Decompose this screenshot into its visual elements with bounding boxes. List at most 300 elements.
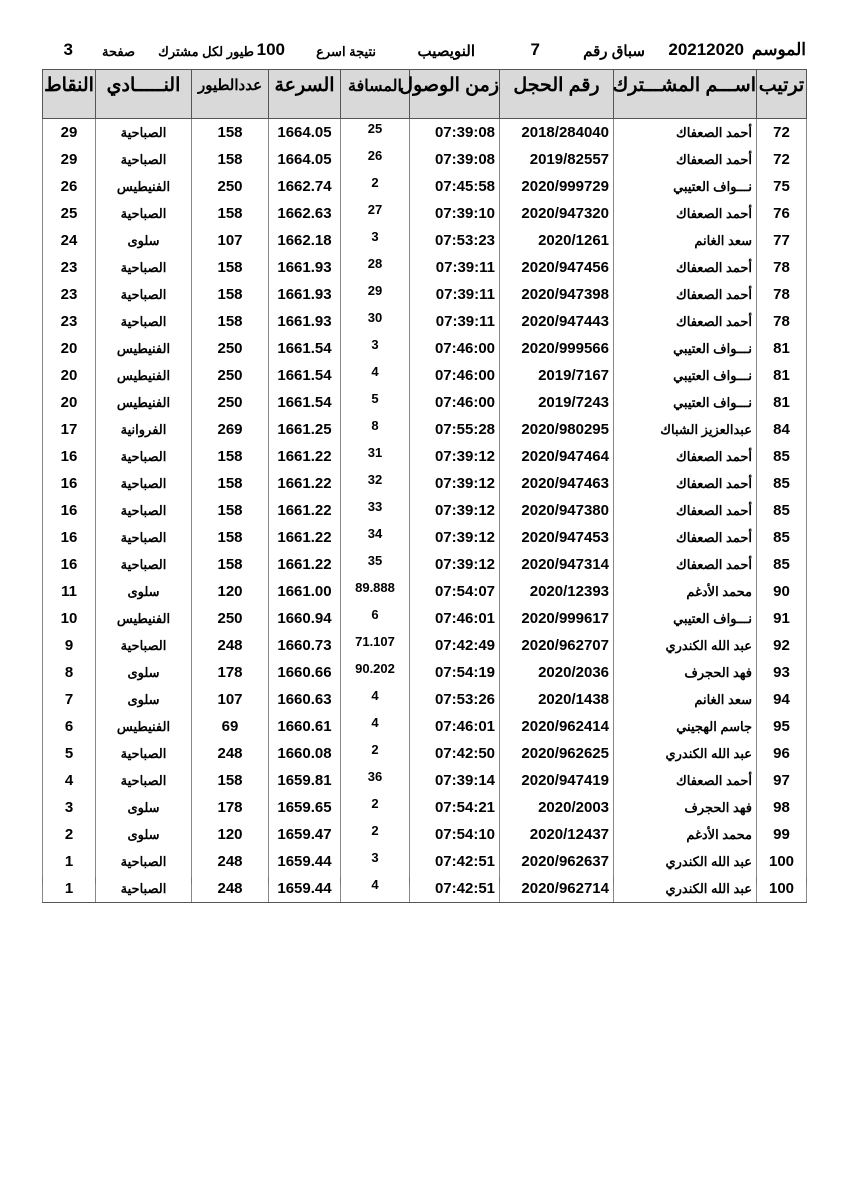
arrival-time-cell: 07:39:12: [410, 524, 500, 551]
rank-cell: 98: [757, 794, 807, 821]
speed-cell: 1661.00: [269, 578, 341, 605]
points-cell: 5: [43, 740, 96, 767]
page-number: 3: [63, 40, 73, 59]
rank-cell: 85: [757, 497, 807, 524]
points-cell: 7: [43, 686, 96, 713]
col-speed: السرعة: [269, 70, 341, 119]
club-cell: الفنيطيس: [96, 335, 192, 362]
participant-cell: أحمد الصعفاك: [614, 551, 757, 578]
speed-cell: 1660.08: [269, 740, 341, 767]
speed-cell: 1664.05: [269, 119, 341, 147]
rank-cell: 81: [757, 362, 807, 389]
rank-cell: 85: [757, 551, 807, 578]
points-cell: 10: [43, 605, 96, 632]
arrival-time-cell: 07:45:58: [410, 173, 500, 200]
distance-cell: 2: [341, 821, 410, 848]
distance-cell: 90.202: [341, 659, 410, 686]
rank-cell: 100: [757, 848, 807, 875]
ring-cell: 2020/947320: [500, 200, 614, 227]
arrival-time-cell: 07:53:23: [410, 227, 500, 254]
speed-cell: 1661.54: [269, 389, 341, 416]
speed-cell: 1662.63: [269, 200, 341, 227]
bird-count-cell: 158: [192, 524, 269, 551]
bird-count-cell: 248: [192, 875, 269, 903]
distance-cell: 33: [341, 497, 410, 524]
tick: [613, 877, 614, 884]
club-cell: الصباحية: [96, 281, 192, 308]
tick: [499, 877, 500, 884]
ring-cell: 2020/1261: [500, 227, 614, 254]
points-cell: 16: [43, 524, 96, 551]
table-row: [43, 740, 807, 767]
points-cell: 16: [43, 551, 96, 578]
club-cell: الفنيطيس: [96, 389, 192, 416]
ring-cell: 2020/980295: [500, 416, 614, 443]
arrival-time-cell: 07:42:49: [410, 632, 500, 659]
distance-cell: 34: [341, 524, 410, 551]
table-row: [43, 821, 807, 848]
rank-cell: 85: [757, 524, 807, 551]
distance-cell: 27: [341, 200, 410, 227]
bird-count-cell: 120: [192, 821, 269, 848]
bird-count-cell: 269: [192, 416, 269, 443]
bird-count-cell: 158: [192, 767, 269, 794]
arrival-time-cell: 07:54:19: [410, 659, 500, 686]
bird-count-cell: 250: [192, 605, 269, 632]
arrival-time-cell: 07:46:00: [410, 362, 500, 389]
points-cell: 25: [43, 200, 96, 227]
points-cell: 20: [43, 335, 96, 362]
distance-cell: 4: [341, 362, 410, 389]
col-points: النقاط: [43, 70, 96, 119]
bird-count-cell: 158: [192, 551, 269, 578]
season-value: 20212020: [668, 40, 744, 59]
footer-ticks: [0, 877, 848, 885]
participant-cell: أحمد الصعفاك: [614, 146, 757, 173]
club-cell: الصباحية: [96, 146, 192, 173]
arrival-time-cell: 07:54:10: [410, 821, 500, 848]
participant-cell: عبد الله الكندري: [614, 848, 757, 875]
participant-cell: عبد الله الكندري: [614, 632, 757, 659]
speed-cell: 1661.22: [269, 497, 341, 524]
col-ring: رقم الحجل: [500, 70, 614, 119]
table-row: [43, 497, 807, 524]
participant-cell: أحمد الصعفاك: [614, 443, 757, 470]
ring-cell: 2020/999566: [500, 335, 614, 362]
rank-cell: 85: [757, 443, 807, 470]
arrival-time-cell: 07:39:12: [410, 470, 500, 497]
ring-cell: 2020/947314: [500, 551, 614, 578]
rank-cell: 94: [757, 686, 807, 713]
arrival-time-cell: 07:54:21: [410, 794, 500, 821]
arrival-time-cell: 07:54:07: [410, 578, 500, 605]
points-cell: 17: [43, 416, 96, 443]
tick: [268, 877, 269, 884]
table-row: [43, 659, 807, 686]
points-cell: 16: [43, 470, 96, 497]
bird-count-cell: 248: [192, 740, 269, 767]
participant-cell: فهد الحجرف: [614, 659, 757, 686]
arrival-time-cell: 07:39:08: [410, 146, 500, 173]
table-row: [43, 524, 807, 551]
distance-cell: 29: [341, 281, 410, 308]
speed-cell: 1660.61: [269, 713, 341, 740]
table-row: [43, 362, 807, 389]
speed-cell: 1661.93: [269, 308, 341, 335]
ring-cell: 2019/82557: [500, 146, 614, 173]
speed-cell: 1661.22: [269, 551, 341, 578]
arrival-time-cell: 07:39:11: [410, 254, 500, 281]
table-body: [43, 119, 807, 903]
table-row: [43, 173, 807, 200]
speed-cell: 1659.47: [269, 821, 341, 848]
bird-count-cell: 248: [192, 848, 269, 875]
club-cell: الفنيطيس: [96, 173, 192, 200]
ring-cell: 2020/947380: [500, 497, 614, 524]
rank-cell: 93: [757, 659, 807, 686]
ring-cell: 2020/962637: [500, 848, 614, 875]
bird-count-cell: 158: [192, 200, 269, 227]
club-cell: الصباحية: [96, 848, 192, 875]
speed-cell: 1659.44: [269, 848, 341, 875]
ring-cell: 2020/947453: [500, 524, 614, 551]
club-cell: الصباحية: [96, 200, 192, 227]
bird-count-cell: 158: [192, 146, 269, 173]
speed-cell: 1660.73: [269, 632, 341, 659]
col-rank: ترتيب: [757, 70, 807, 119]
rank-cell: 72: [757, 119, 807, 147]
club-cell: الصباحية: [96, 119, 192, 147]
table-row: [43, 767, 807, 794]
rank-cell: 75: [757, 173, 807, 200]
speed-cell: 1664.05: [269, 146, 341, 173]
points-cell: 23: [43, 254, 96, 281]
club-cell: الصباحية: [96, 254, 192, 281]
speed-cell: 1660.94: [269, 605, 341, 632]
rank-cell: 78: [757, 254, 807, 281]
club-cell: سلوى: [96, 578, 192, 605]
rank-cell: 97: [757, 767, 807, 794]
table-row: [43, 713, 807, 740]
bird-count-cell: 248: [192, 632, 269, 659]
rank-cell: 76: [757, 200, 807, 227]
bird-count-cell: 158: [192, 470, 269, 497]
bird-count-cell: 120: [192, 578, 269, 605]
points-cell: 26: [43, 173, 96, 200]
speed-cell: 1662.18: [269, 227, 341, 254]
tick: [191, 877, 192, 884]
distance-cell: 35: [341, 551, 410, 578]
rank-cell: 96: [757, 740, 807, 767]
distance-cell: 6: [341, 605, 410, 632]
participant-cell: عبد الله الكندري: [614, 740, 757, 767]
speed-cell: 1661.25: [269, 416, 341, 443]
points-cell: 16: [43, 497, 96, 524]
table-header-row: [43, 70, 807, 119]
ring-cell: 2020/947464: [500, 443, 614, 470]
bird-count-cell: 250: [192, 389, 269, 416]
speed-cell: 1661.54: [269, 362, 341, 389]
ring-cell: 2020/947419: [500, 767, 614, 794]
race-number: 7: [530, 40, 540, 59]
distance-cell: 2: [341, 173, 410, 200]
rank-cell: 72: [757, 146, 807, 173]
table-row: [43, 146, 807, 173]
arrival-time-cell: 07:39:12: [410, 497, 500, 524]
club-cell: الصباحية: [96, 443, 192, 470]
bird-count-cell: 158: [192, 497, 269, 524]
club-cell: الصباحية: [96, 308, 192, 335]
club-cell: الفنيطيس: [96, 713, 192, 740]
arrival-time-cell: 07:42:50: [410, 740, 500, 767]
arrival-time-cell: 07:46:01: [410, 605, 500, 632]
points-cell: 16: [43, 443, 96, 470]
club-cell: الصباحية: [96, 524, 192, 551]
club-cell: سلوى: [96, 686, 192, 713]
club-cell: سلوى: [96, 227, 192, 254]
bird-count-cell: 158: [192, 281, 269, 308]
col-arrival-time: زمن الوصول: [410, 70, 500, 119]
points-cell: 4: [43, 767, 96, 794]
bird-count-cell: 178: [192, 659, 269, 686]
table-row: [43, 227, 807, 254]
points-cell: 11: [43, 578, 96, 605]
arrival-time-cell: 07:39:11: [410, 308, 500, 335]
club-cell: الصباحية: [96, 740, 192, 767]
participant-cell: عبد الله الكندري: [614, 875, 757, 903]
distance-cell: 3: [341, 227, 410, 254]
rank-cell: 81: [757, 389, 807, 416]
points-cell: 20: [43, 389, 96, 416]
points-cell: 29: [43, 146, 96, 173]
points-cell: 23: [43, 281, 96, 308]
speed-cell: 1661.93: [269, 281, 341, 308]
bird-count-cell: 69: [192, 713, 269, 740]
points-cell: 24: [43, 227, 96, 254]
points-cell: 6: [43, 713, 96, 740]
rank-cell: 95: [757, 713, 807, 740]
arrival-time-cell: 07:39:14: [410, 767, 500, 794]
participant-cell: أحمد الصعفاك: [614, 308, 757, 335]
points-cell: 9: [43, 632, 96, 659]
ring-cell: 2020/947443: [500, 308, 614, 335]
distance-cell: 3: [341, 848, 410, 875]
arrival-time-cell: 07:46:01: [410, 713, 500, 740]
table-row: [43, 416, 807, 443]
club-cell: الصباحية: [96, 470, 192, 497]
speed-cell: 1659.44: [269, 875, 341, 903]
participant-cell: سعد الغانم: [614, 686, 757, 713]
distance-cell: 8: [341, 416, 410, 443]
ring-cell: 2020/947398: [500, 281, 614, 308]
col-club: النـــــادي: [96, 70, 192, 119]
result-label: نتيجة اسرع: [316, 44, 376, 59]
distance-cell: 28: [341, 254, 410, 281]
distance-cell: 89.888: [341, 578, 410, 605]
ring-cell: 2020/2003: [500, 794, 614, 821]
speed-cell: 1661.54: [269, 335, 341, 362]
season-label: الموسم: [751, 40, 806, 59]
club-cell: الصباحية: [96, 551, 192, 578]
speed-cell: 1661.22: [269, 524, 341, 551]
distance-cell: 4: [341, 713, 410, 740]
bird-count-cell: 178: [192, 794, 269, 821]
tick: [806, 877, 807, 884]
table-row: [43, 632, 807, 659]
distance-cell: 2: [341, 740, 410, 767]
ring-cell: 2020/962414: [500, 713, 614, 740]
participant-cell: نـــواف العتيبي: [614, 389, 757, 416]
table-row: [43, 281, 807, 308]
distance-cell: 4: [341, 686, 410, 713]
club-cell: سلوى: [96, 659, 192, 686]
club-cell: الفروانية: [96, 416, 192, 443]
table-row: [43, 794, 807, 821]
ring-cell: 2020/12437: [500, 821, 614, 848]
participant-cell: جاسم الهجيني: [614, 713, 757, 740]
ring-cell: 2020/947463: [500, 470, 614, 497]
points-cell: 23: [43, 308, 96, 335]
tick: [42, 877, 43, 884]
bird-count-cell: 250: [192, 335, 269, 362]
points-cell: 2: [43, 821, 96, 848]
rank-cell: 92: [757, 632, 807, 659]
table-row: [43, 308, 807, 335]
tick: [340, 877, 341, 884]
table-row: [43, 605, 807, 632]
speed-cell: 1661.93: [269, 254, 341, 281]
bird-count-cell: 250: [192, 362, 269, 389]
club-cell: الصباحية: [96, 497, 192, 524]
participant-cell: سعد الغانم: [614, 227, 757, 254]
speed-cell: 1662.74: [269, 173, 341, 200]
bird-count-cell: 158: [192, 443, 269, 470]
participant-cell: أحمد الصعفاك: [614, 200, 757, 227]
rank-cell: 78: [757, 308, 807, 335]
arrival-time-cell: 07:39:12: [410, 551, 500, 578]
participant-cell: أحمد الصعفاك: [614, 497, 757, 524]
distance-cell: 2: [341, 794, 410, 821]
participant-cell: أحمد الصعفاك: [614, 281, 757, 308]
participant-cell: أحمد الصعفاك: [614, 470, 757, 497]
race-location: النويصيب: [417, 43, 475, 60]
ring-cell: 2020/962714: [500, 875, 614, 903]
result-count: 100: [256, 40, 285, 59]
arrival-time-cell: 07:39:10: [410, 200, 500, 227]
bird-count-cell: 107: [192, 227, 269, 254]
participant-cell: نـــواف العتيبي: [614, 335, 757, 362]
participant-cell: أحمد الصعفاك: [614, 524, 757, 551]
club-cell: الصباحية: [96, 767, 192, 794]
arrival-time-cell: 07:42:51: [410, 875, 500, 903]
table-row: [43, 686, 807, 713]
rank-cell: 85: [757, 470, 807, 497]
arrival-time-cell: 07:46:00: [410, 335, 500, 362]
arrival-time-cell: 07:55:28: [410, 416, 500, 443]
rank-cell: 100: [757, 875, 807, 903]
speed-cell: 1660.66: [269, 659, 341, 686]
per-participant-label: طيور لكل مشترك: [158, 44, 254, 59]
participant-cell: أحمد الصعفاك: [614, 119, 757, 147]
table-row: [43, 443, 807, 470]
page-label: صفحة: [102, 44, 135, 59]
tick: [95, 877, 96, 884]
club-cell: الفنيطيس: [96, 605, 192, 632]
bird-count-cell: 250: [192, 173, 269, 200]
ring-cell: 2020/1438: [500, 686, 614, 713]
ring-cell: 2020/962625: [500, 740, 614, 767]
ring-cell: 2018/284040: [500, 119, 614, 147]
participant-cell: نـــواف العتيبي: [614, 605, 757, 632]
tick: [756, 877, 757, 884]
arrival-time-cell: 07:39:12: [410, 443, 500, 470]
ring-cell: 2020/999617: [500, 605, 614, 632]
rank-cell: 99: [757, 821, 807, 848]
distance-cell: 32: [341, 470, 410, 497]
arrival-time-cell: 07:42:51: [410, 848, 500, 875]
race-label: سباق رقم: [583, 43, 645, 60]
distance-cell: 3: [341, 335, 410, 362]
table-row: [43, 578, 807, 605]
speed-cell: 1661.22: [269, 443, 341, 470]
club-cell: سلوى: [96, 794, 192, 821]
ring-cell: 2020/12393: [500, 578, 614, 605]
participant-cell: نـــواف العتيبي: [614, 362, 757, 389]
ring-cell: 2020/2036: [500, 659, 614, 686]
distance-cell: 4: [341, 875, 410, 903]
participant-cell: نـــواف العتيبي: [614, 173, 757, 200]
table-row: [43, 254, 807, 281]
bird-count-cell: 107: [192, 686, 269, 713]
points-cell: 1: [43, 875, 96, 903]
speed-cell: 1660.63: [269, 686, 341, 713]
ring-cell: 2019/7243: [500, 389, 614, 416]
rank-cell: 77: [757, 227, 807, 254]
results-table: [42, 69, 807, 903]
speed-cell: 1659.65: [269, 794, 341, 821]
rank-cell: 84: [757, 416, 807, 443]
distance-cell: 30: [341, 308, 410, 335]
distance-cell: 36: [341, 767, 410, 794]
club-cell: الصباحية: [96, 632, 192, 659]
table-row: [43, 470, 807, 497]
speed-cell: 1661.22: [269, 470, 341, 497]
club-cell: سلوى: [96, 821, 192, 848]
distance-cell: 31: [341, 443, 410, 470]
table-row: [43, 848, 807, 875]
speed-cell: 1659.81: [269, 767, 341, 794]
ring-cell: 2019/7167: [500, 362, 614, 389]
distance-cell: 25: [341, 119, 410, 147]
col-bird-count: عددالطيور: [192, 70, 269, 119]
col-participant: اســـم المشـــترك: [614, 70, 757, 119]
participant-cell: عبدالعزيز الشباك: [614, 416, 757, 443]
arrival-time-cell: 07:46:00: [410, 389, 500, 416]
arrival-time-cell: 07:39:08: [410, 119, 500, 147]
rank-cell: 81: [757, 335, 807, 362]
table-row: [43, 551, 807, 578]
points-cell: 20: [43, 362, 96, 389]
points-cell: 3: [43, 794, 96, 821]
rank-cell: 91: [757, 605, 807, 632]
participant-cell: أحمد الصعفاك: [614, 767, 757, 794]
col-distance: المسافة: [341, 70, 410, 119]
distance-cell: 26: [341, 146, 410, 173]
bird-count-cell: 158: [192, 119, 269, 147]
ring-cell: 2020/999729: [500, 173, 614, 200]
ring-cell: 2020/947456: [500, 254, 614, 281]
club-cell: الصباحية: [96, 875, 192, 903]
